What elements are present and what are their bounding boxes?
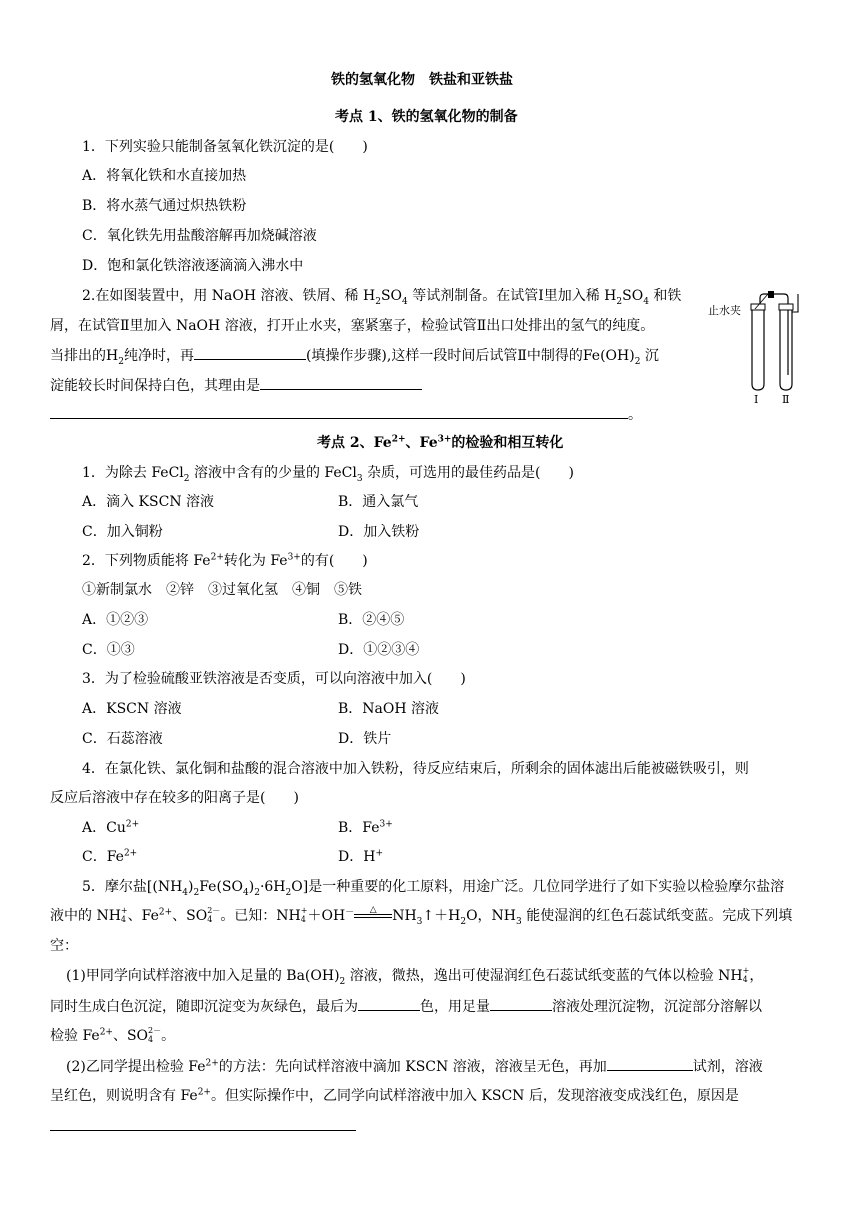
s1-q1-option-d: D．饱和氯化铁溶液逐滴滴入沸水中 bbox=[82, 258, 304, 274]
s2-q2-option-b: B．②④⑤ bbox=[338, 612, 405, 628]
s2-q4-option-d: D．H+ bbox=[338, 848, 383, 865]
s2-q2-option-d: D．①②③④ bbox=[338, 642, 420, 658]
s1-q1-option-a: A．将氧化铁和水直接加热 bbox=[82, 168, 247, 184]
s2-q5-sub2-line3 bbox=[50, 1116, 356, 1137]
s2-q2-items: ①新制氯水 ②锌 ③过氧化氢 ④铜 ⑤铁 bbox=[82, 582, 362, 598]
s2-q5-sub1-line1: (1)甲同学向试样溶液中加入足量的 $Ba(OH)_2$ 溶液，微热，逸出可使湿润红色石蕊试纸变蓝的气体以检验 NH + 4 ， bbox=[66, 966, 764, 987]
s2-q1-option-d: D．加入铁粉 bbox=[338, 524, 420, 540]
s2-q3-option-b: B．NaOH 溶液 bbox=[338, 701, 440, 717]
s2-q4-option-a: A．$Cu^{2+}$ bbox=[82, 819, 140, 836]
tube-1-label: Ⅰ bbox=[754, 393, 759, 406]
s2-q4-line2: 反应后溶液中存在较多的阳离子是( ) bbox=[50, 790, 299, 806]
s2-q4-line1: 4．在氯化铁、氯化铜和盐酸的混合溶液中加入铁粉，待反应结束后，所剩余的固体滤出后能被磁铁吸引，则 bbox=[82, 761, 749, 777]
s2-q1-option-b: B．通入氯气 bbox=[338, 494, 419, 510]
s2-q3-stem: 3．为了检验硫酸亚铁溶液是否变质，可以向溶液中加入( ) bbox=[82, 671, 466, 687]
s2-q3-option-c: C．石蕊溶液 bbox=[82, 731, 163, 747]
fill-blank[interactable] bbox=[50, 1116, 356, 1131]
s2-q4-option-b: B．$Fe^{3+}$ bbox=[338, 819, 393, 836]
s2-q5-sub2-line2: 呈红色，则说明含有 $Fe^{2+}$。但实际操作中，乙同学向试样溶液中加入 KSCN 后，发现溶液变成浅红色，原因是 bbox=[50, 1087, 739, 1104]
s2-q5-line3: 空： bbox=[50, 938, 78, 954]
s2-q5-sub2-line1: (2)乙同学提出检验 $Fe^{2+}$的方法：先向试样溶液中滴加 KSCN 溶液，溶液呈无色，再加 试剂，溶液 bbox=[66, 1056, 763, 1077]
clamp-label: 止水夹 bbox=[708, 304, 741, 317]
tube-2-label: Ⅱ bbox=[782, 393, 790, 406]
s2-q1-option-a: A．滴入 KSCN 溶液 bbox=[82, 494, 215, 510]
s1-q1-option-c: C．氧化铁先用盐酸溶解再加烧碱溶液 bbox=[82, 228, 317, 244]
s2-q5-line2: 液中的 NH + 4 、$Fe^{2+}$、SO 2－ 4 。已知：NH + 4 ＋OH－ △ $NH_3↑+H_2O$，$NH_3$ 能使湿润的红色石蕊试纸变蓝。完成下列填 bbox=[50, 905, 793, 927]
section-2-heading: 考点 2、$Fe^{2+}$、$Fe^{3+}$的检验和相互转化 bbox=[317, 434, 564, 451]
s1-q2-line1: 2.在如图装置中，用 NaOH 溶液、铁屑、稀 $H_2SO_4$ 等试剂制备。在试管Ⅰ里加入稀 $H_2SO_4$ 和铁 bbox=[82, 288, 682, 307]
s1-q2-line5: 。 bbox=[50, 404, 642, 425]
heat-equals-sign: △ bbox=[354, 906, 392, 920]
s2-q2-option-a: A．①②③ bbox=[82, 612, 149, 628]
s2-q1-option-c: C．加入铜粉 bbox=[82, 524, 163, 540]
s2-q4-option-c: C．$Fe^{2+}$ bbox=[82, 848, 138, 865]
s1-q2-line3: 当排出的$H_2$纯净时，再 (填操作步骤),这样一段时间后试管Ⅱ中制得的$Fe(OH)_2$ 沉 bbox=[50, 345, 659, 366]
s1-q2-line2: 屑，在试管Ⅱ里加入 NaOH 溶液，打开止水夹，塞紧塞子，检验试管Ⅱ出口处排出的氢气的纯度。 bbox=[50, 318, 655, 334]
s2-q5-line1: 5．摩尔盐$[(NH_4)_2Fe(SO_4)_2\cdot 6H_2O]$是一种重要的化工原料，用途广泛。几位同学进行了如下实验以检验摩尔盐溶 bbox=[82, 879, 785, 898]
s2-q2-stem: 2．下列物质能将 $Fe^{2+}$转化为 $Fe^{3+}$的有( ) bbox=[82, 552, 368, 569]
s1-q1-stem: 1．下列实验只能制备氢氧化铁沉淀的是( ) bbox=[82, 139, 368, 155]
page-title: 铁的氢氧化物 铁盐和亚铁盐 bbox=[331, 72, 513, 88]
s2-q5-sub1-line2: 同时生成白色沉淀，随即沉淀变为灰绿色，最后为 色，用足量 溶液处理沉淀物，沉淀部分溶解以 bbox=[50, 996, 762, 1017]
s2-q5-sub1-line3: 检验 $Fe^{2+}$、SO 2－ 4 。 bbox=[50, 1026, 176, 1044]
s2-q2-option-c: C．①③ bbox=[82, 642, 135, 658]
s1-q1-option-b: B．将水蒸气通过炽热铁粉 bbox=[82, 198, 247, 214]
fill-blank[interactable] bbox=[260, 375, 422, 390]
s2-q1-stem: 1．为除去 FeCl$_2$ 溶液中含有的少量的 FeCl$_3$ 杂质，可选用的最佳药品是( ) bbox=[82, 465, 574, 484]
fill-blank[interactable] bbox=[358, 996, 420, 1011]
apparatus-figure bbox=[708, 290, 804, 410]
s1-q2-line4: 淀能较长时间保持白色，其理由是 bbox=[50, 375, 422, 396]
fill-blank[interactable] bbox=[607, 1056, 693, 1071]
s2-q3-option-d: D．铁片 bbox=[338, 731, 392, 747]
s2-q3-option-a: A．KSCN 溶液 bbox=[82, 701, 182, 717]
fill-blank[interactable] bbox=[490, 996, 552, 1011]
section-1-heading: 考点 1、铁的氢氧化物的制备 bbox=[335, 109, 518, 125]
fill-blank[interactable] bbox=[194, 345, 306, 360]
fill-blank[interactable] bbox=[50, 404, 628, 419]
